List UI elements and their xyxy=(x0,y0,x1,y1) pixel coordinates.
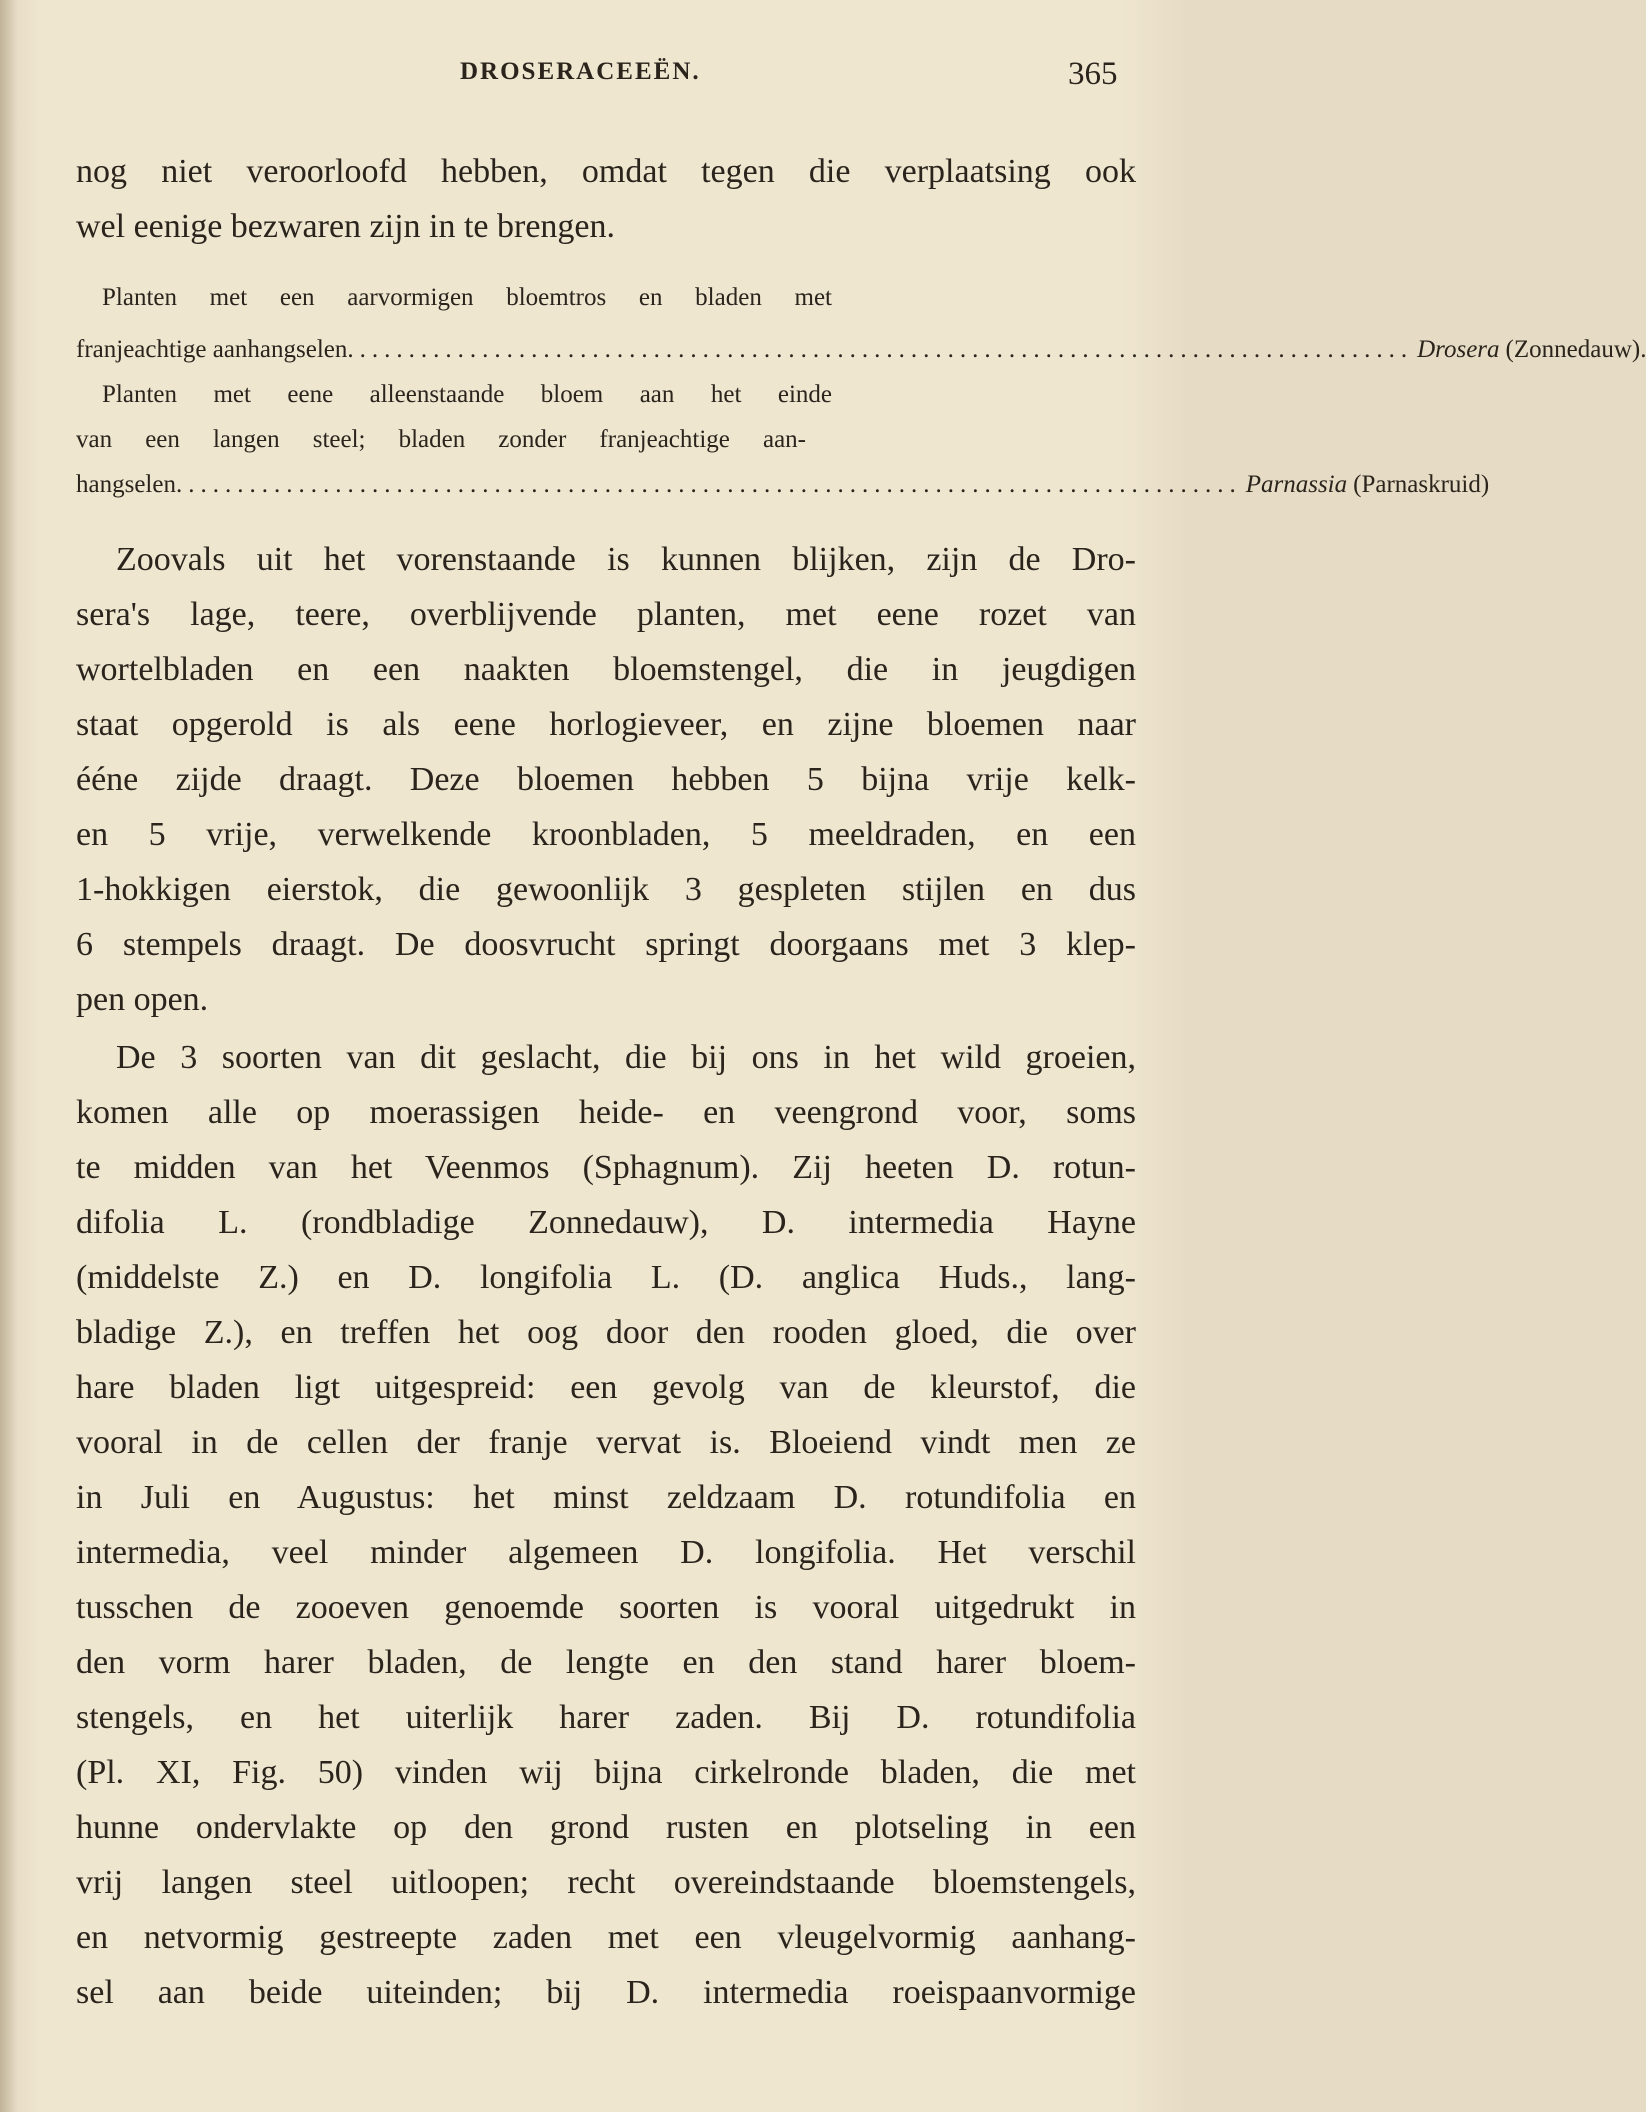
paragraph-line: hunne ondervlakte op den grond rusten en plotseling in een xyxy=(76,1809,1136,1846)
key-entry-line: Planten met eene alleenstaande bloem aan het einde xyxy=(102,381,832,408)
paragraph-line: intermedia, veel minder algemeen D. longifolia. Het verschil xyxy=(76,1534,1136,1571)
key-genus: Parnassia xyxy=(1245,471,1348,498)
paragraph-line: De 3 soorten van dit geslacht, die bij ons in het wild groeien, xyxy=(116,1039,1136,1076)
paragraph-line: sel aan beide uiteinden; bij D. intermedia roeispaanvormige xyxy=(76,1974,1136,2011)
paragraph-line: 6 stempels draagt. De doosvrucht springt doorgaans met 3 klep- xyxy=(76,926,1136,963)
paragraph-line: en netvormig gestreepte zaden met een vleugelvormig aanhang- xyxy=(76,1919,1136,1956)
paragraph-line: 1-hokkigen eierstok, die gewoonlijk 3 gespleten stijlen en dus xyxy=(76,871,1136,908)
paragraph-line: stengels, en het uiterlijk harer zaden. Bij D. rotundifolia xyxy=(76,1699,1136,1736)
key-entry-drosera xyxy=(76,335,1646,365)
paragraph-line: sera's lage, teere, overblijvende planten, met eene rozet van xyxy=(76,596,1136,633)
dot-leader: ....................................................................................... xyxy=(175,471,1242,498)
paragraph-line: in Juli en Augustus: het minst zeldzaam D. rotundifolia en xyxy=(76,1479,1136,1516)
paragraph-line: komen alle op moerassigen heide- en veengrond voor, soms xyxy=(76,1094,1136,1131)
paragraph-line: bladige Z.), en treffen het oog door den rooden gloed, die over xyxy=(76,1314,1136,1351)
dot-leader: ....................................................................................... xyxy=(347,336,1414,363)
intro-line: wel eenige bezwaren zijn in te brengen. xyxy=(76,208,616,245)
paragraph-line: wortelbladen en een naakten bloemstengel, die in jeugdigen xyxy=(76,651,1136,688)
key-common-name: (Zonnedauw). xyxy=(1505,336,1646,363)
paragraph-line: vrij langen steel uitloopen; recht overeindstaande bloemstengels, xyxy=(76,1864,1136,1901)
key-entry-text: hangselen xyxy=(76,471,176,498)
paragraph-line: ééne zijde draagt. Deze bloemen hebben 5 bijna vrije kelk- xyxy=(76,761,1136,798)
paragraph-line: en 5 vrije, verwelkende kroonbladen, 5 meeldraden, en een xyxy=(76,816,1136,853)
paragraph-line: tusschen de zooeven genoemde soorten is vooral uitgedrukt in xyxy=(76,1589,1136,1626)
page-number: 365 xyxy=(1068,56,1118,92)
intro-line: nog niet veroorloofd hebben, omdat tegen die verplaatsing ook xyxy=(76,153,1136,190)
key-entry-line: van een langen steel; bladen zonder franjeachtige aan- xyxy=(76,426,806,453)
paragraph-line: hare bladen ligt uitgespreid: een gevolg van de kleurstof, die xyxy=(76,1369,1136,1406)
key-entry-line: Planten met een aarvormigen bloemtros en bladen met xyxy=(102,284,832,311)
paragraph-line: te midden van het Veenmos (Sphagnum). Zij heeten D. rotun- xyxy=(76,1149,1136,1186)
paragraph-line: pen open. xyxy=(76,981,209,1018)
paragraph-line: Zoovals uit het vorenstaande is kunnen blijken, zijn de Dro- xyxy=(116,541,1136,578)
paragraph-line: den vorm harer bladen, de lengte en den stand harer bloem- xyxy=(76,1644,1136,1681)
key-genus: Drosera xyxy=(1417,336,1500,363)
paragraph-line: (middelste Z.) en D. longifolia L. (D. anglica Huds., lang- xyxy=(76,1259,1136,1296)
key-entry-parnassia xyxy=(76,470,1490,500)
paragraph-line: difolia L. (rondbladige Zonnedauw), D. intermedia Hayne xyxy=(76,1204,1136,1241)
paragraph-line: (Pl. XI, Fig. 50) vinden wij bijna cirkelronde bladen, die met xyxy=(76,1754,1136,1791)
paragraph-line: staat opgerold is als eene horlogieveer, en zijne bloemen naar xyxy=(76,706,1136,743)
key-common-name: (Parnaskruid) xyxy=(1353,471,1490,498)
page-gutter-shadow xyxy=(0,0,18,2112)
paragraph-line: vooral in de cellen der franje vervat is. Bloeiend vindt men ze xyxy=(76,1424,1136,1461)
key-entry-text: franjeachtige aanhangselen xyxy=(76,336,348,363)
running-head: DROSERACEEËN. xyxy=(460,58,701,85)
